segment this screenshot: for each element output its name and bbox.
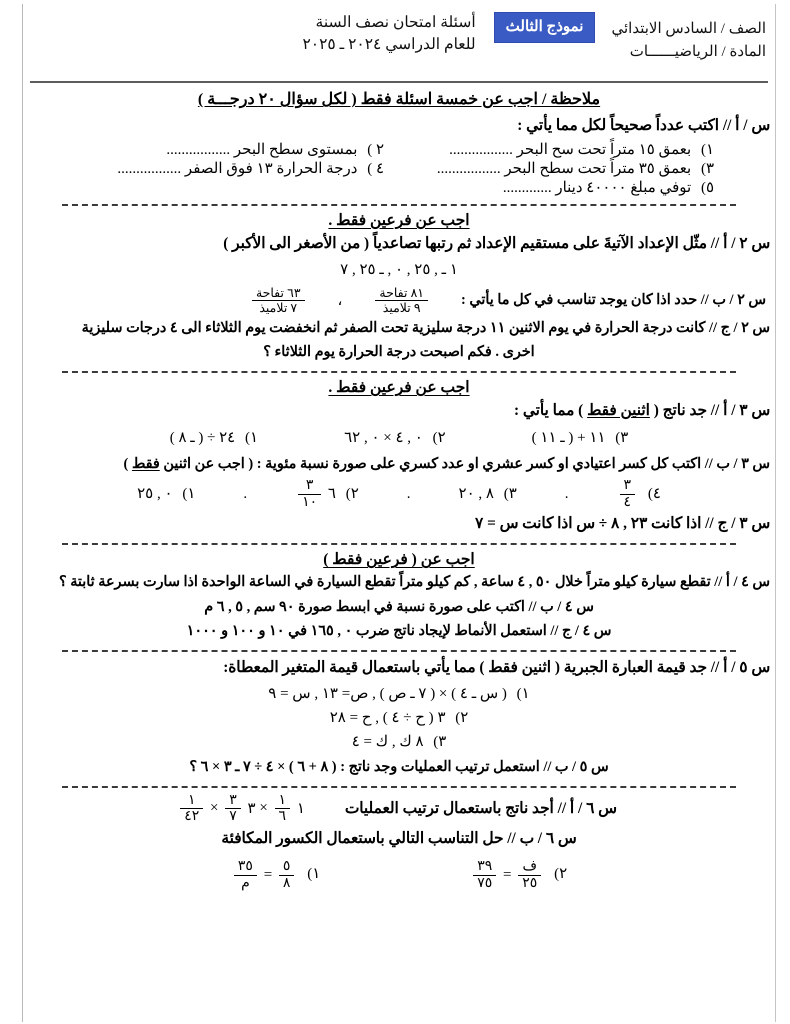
fraction-denominator: ٧٥: [473, 875, 496, 892]
question-2b-ratio-2: [249, 286, 308, 315]
fraction-denominator: ٢٥: [518, 875, 541, 892]
item-index: ٤ ): [367, 160, 384, 177]
separator-dot: .: [243, 485, 248, 502]
separator-dot: .: [406, 485, 411, 502]
fraction-numerator: ٥: [282, 858, 291, 874]
question-6b-item-1: [231, 859, 320, 891]
model-badge: نموذج الثالث: [494, 12, 596, 43]
fraction-denominator: ٧: [225, 808, 241, 825]
fraction-numerator: ٣٥: [237, 858, 253, 874]
question-4: [28, 572, 770, 643]
subject-line: المادة / الرياضيــــــات: [629, 43, 766, 60]
question-1-item-2: [166, 140, 384, 159]
mixed-number-1: [272, 793, 305, 825]
fraction-denominator: ٧ تلاميذ: [252, 300, 305, 315]
proportion-right-fraction: [473, 859, 496, 891]
question-2c-title-line2: اخرى . فكم اصبحت درجة الحرارة يوم الثلاثاء ؟: [263, 344, 535, 361]
question-1-row-1: [28, 140, 770, 159]
fraction-numerator: ٣: [305, 477, 314, 493]
section-divider-3: [62, 543, 736, 545]
fraction-numerator: ٣: [623, 477, 632, 493]
item-index: ١): [307, 866, 321, 883]
item-index: ٣): [433, 733, 447, 750]
fraction-denominator: ١٠: [298, 494, 321, 511]
question-4c-title: س ٤ / ج // استعمل الأنماط لإيجاد ناتج ضرب ٠ , ١٦٥ في ١٠ و ١٠٠ و ١٠٠٠: [186, 623, 612, 640]
item-expression: ( س ـ ٤ ) × ( ٧ ـ ص ) , ص= ١٣ , س = ٩: [268, 685, 507, 702]
item-text: بعمق ٣٥ متراً تحت سطح البحر: [504, 160, 692, 177]
question-2a-title: س ٢ / أ // مثّل الإعداد الآتيةَ على مستقيم الإعداد ثم رتبها تصاعدياً ( من الأصغر الى الأكبر ): [223, 234, 770, 252]
separator-dot: .: [564, 485, 569, 502]
question-6b-items: [28, 859, 770, 891]
exam-title-line1: أسئلة امتحان نصف السنة: [315, 14, 476, 31]
fraction-numerator: ١: [278, 792, 287, 808]
fraction-numerator: ٦٣ تفاحة: [255, 285, 301, 300]
answer-blank: .................: [166, 141, 231, 158]
item-text: بعمق ١٥ متراً تحت سح البحر: [516, 141, 692, 158]
item-index: ٣): [615, 430, 629, 447]
fraction-numerator: ١: [187, 792, 196, 808]
item-expression: ٢٤ ÷ ( ـ ٨ ): [169, 430, 236, 447]
section-heading-3-text: اجب عن ( فرعين فقط ): [323, 551, 475, 569]
item-expression: ٠ , ٤ × ٠ , ٦٢: [344, 430, 423, 447]
mixed-fraction: [225, 793, 241, 825]
item-text: ٨ , ٢٠: [458, 485, 494, 502]
item-fraction: [620, 478, 636, 510]
mixed-whole: ١: [296, 801, 305, 818]
question-6: [28, 793, 770, 892]
question-1-row-3: [28, 178, 770, 197]
proportion-left-fraction: [279, 859, 295, 891]
question-3b-item-3: [459, 481, 517, 507]
section-divider-4: [62, 650, 736, 652]
mixed-whole: ٣: [247, 801, 256, 818]
section-heading-1-text: اجب عن فرعين فقط .: [328, 211, 470, 229]
item-index: ١): [516, 685, 530, 702]
fraction-numerator: ٣٩: [477, 858, 493, 874]
mixed-number-2: [222, 793, 255, 825]
question-2b-row: [28, 286, 770, 315]
item-mixed-number: [295, 478, 336, 510]
item-text: درجة الحرارة ١٣ فوق الصفر: [184, 160, 358, 177]
item-index: ١): [245, 430, 259, 447]
item-index: ٣): [503, 485, 517, 502]
proportion-left-fraction: [518, 859, 541, 891]
item-index: ٢): [455, 709, 469, 726]
question-6a-expression: [177, 793, 305, 825]
item-index: ٥): [700, 179, 714, 196]
question-4b-title: س ٤ / ب // اكتب على صورة نسبة في ابسط صورة ٩٠ سم , ٥ , ٦ م: [204, 598, 594, 615]
answer-blank: .................: [436, 160, 501, 177]
item-index: ١): [700, 141, 714, 158]
question-3b-title-pre: س ٣ / ب // اكتب كل كسر اعتيادي او كسر عشري او عدد كسري على صورة نسبة مئوية : ( اجب عن اثنين: [163, 456, 770, 473]
item-expression: ٨ ك , ك = ٤: [351, 733, 424, 750]
question-3a-title-pre: س ٣ / أ // جد ناتج (: [653, 402, 770, 420]
question-2: [28, 233, 770, 364]
ratio-fraction: [252, 286, 305, 315]
item-index: ١): [182, 485, 196, 502]
question-3a-title: [28, 400, 770, 423]
fraction-numerator: ٣: [229, 792, 237, 808]
section-heading-3: [28, 550, 770, 569]
question-2c-title-line1: س ٢ / ج // كانت درجة الحرارة في يوم الاثنين ١١ درجة سليزية تحت الصفر ثم انخفضت يوم الثلاثاء الى ٤ درجات سليزية: [81, 319, 770, 336]
question-6b-item-2: [470, 859, 567, 891]
question-1-row-2: [28, 159, 770, 178]
exam-title-line2: للعام الدراسي ٢٠٢٤ ـ ٢٠٢٥: [302, 36, 476, 54]
item-index: ٢): [432, 430, 446, 447]
question-5a-item-2: [28, 706, 770, 730]
question-3b-items: [28, 478, 770, 510]
class-line: الصف / السادس الابتدائي: [611, 21, 766, 37]
fraction-denominator: م: [234, 875, 257, 892]
question-6a-title: س ٦ / أ // أجد ناتج باستعمال ترتيب العمليات: [344, 799, 617, 817]
question-5a-item-3: [28, 730, 770, 754]
mixed-fraction: [275, 793, 291, 825]
equals-sign: =: [263, 866, 273, 883]
question-2a-numbers: ١ ـ , ٢٥ , ٠ , ـ ٢٥ , ٧: [340, 261, 458, 278]
question-4a-title: س ٤ / أ // تقطع سيارة كيلو متراً خلال ٥٠ , ٤ ساعة , كم كيلو متراً تقطع السيارة في الساعة الواحدة اذا سارت بسرعة ثابتة ؟: [58, 574, 770, 591]
question-1-item-5: [384, 178, 714, 197]
question-3b-item-1: [137, 481, 195, 507]
question-5a-title: س ٥ / أ // جد قيمة العبارة الجبرية ( اثنين فقط ) مما يأتي باستعمال قيمة المتغير المعطاة:: [223, 659, 770, 676]
section-heading-2-text: اجب عن فرعين فقط .: [328, 379, 470, 397]
item-index: ٤): [647, 485, 661, 502]
item-text: توفي مبلغ ٤٠٠٠٠ دينار: [555, 179, 692, 196]
item-text: ٠ , ٢٥: [137, 485, 173, 502]
class-subject-block: [611, 10, 766, 63]
question-2b-ratio-1: [372, 286, 431, 315]
question-6a-row: [28, 793, 770, 825]
item-text: بمستوى سطح البحر: [233, 141, 358, 158]
item-index: ٢): [345, 485, 359, 502]
item-index: ٣): [700, 160, 714, 177]
ratio-fraction: [375, 286, 428, 315]
operator-multiply-1: ×: [259, 800, 268, 817]
mixed-whole: ٦: [327, 485, 336, 502]
operator-multiply-2: ×: [210, 800, 219, 817]
answer-blank: .................: [117, 160, 182, 177]
question-3b-title: [28, 454, 770, 476]
section-heading-1: [28, 211, 770, 230]
question-3a-items: [28, 425, 770, 451]
fraction-numerator: ف: [522, 858, 538, 874]
question-5b-title: س ٥ / ب // استعمل ترتيب العمليات وجد ناتج : ( ٨ + ٦ ) × ٤ ÷ ٧ ـ ٣ × ٦ ؟: [189, 758, 609, 775]
question-3b-title-post: ): [123, 456, 129, 473]
item-expression: ٣ ( ح ÷ ٤ ) , ح = ٢٨: [329, 709, 446, 726]
fraction-3: [180, 793, 203, 825]
question-3b-item-2: [295, 478, 359, 510]
page-content: [28, 6, 770, 891]
fraction-denominator: ٦: [275, 808, 291, 825]
question-1-title: س / أ // اكتب عدداً صحيحاً لكل مما يأتي :: [517, 117, 770, 134]
question-3: [28, 400, 770, 536]
fraction-denominator: ٤: [620, 494, 636, 511]
instructions-note: [28, 89, 770, 109]
proportion-right-fraction: [234, 859, 257, 891]
section-divider-5: [62, 786, 736, 788]
question-6b-title: س ٦ / ب // حل التناسب التالي باستعمال الكسور المكافئة: [221, 829, 577, 847]
question-3c-title: س ٣ / ج // اذا كانت ٢٣ , ٨ ÷ س اذا كانت س = ٧: [475, 515, 770, 533]
question-3a-title-post: ) مما يأتي :: [513, 402, 584, 420]
question-1-item-1: [384, 140, 714, 159]
question-3a-item-2: [344, 425, 446, 451]
question-1-item-4: [117, 159, 384, 178]
document-header: [28, 6, 770, 72]
mixed-fraction: [298, 478, 321, 510]
equals-sign: =: [503, 866, 512, 883]
fraction-numerator: ٨١ تفاحة: [379, 285, 424, 300]
question-5a-item-1: [28, 682, 770, 706]
question-3a-item-1: [170, 425, 258, 451]
question-2b-title: س ٢ / ب // حدد اذا كان يوجد تناسب في كل ما يأتي :: [461, 292, 766, 309]
item-index: ٢ ): [367, 141, 384, 158]
question-2b-separator: ،: [337, 292, 343, 309]
section-divider-2: [62, 371, 736, 373]
question-5: [28, 657, 770, 779]
answer-blank: .............: [502, 179, 552, 196]
fraction-denominator: ٨: [279, 875, 295, 892]
question-3b-title-emphasis: فقط: [131, 456, 160, 473]
exam-title-block: [302, 10, 475, 57]
item-index: ٢): [554, 866, 568, 883]
instructions-note-text: ملاحظة / اجب عن خمسة اسئلة فقط ( لكل سؤال ٢٠ درجـــة ): [197, 91, 601, 108]
section-heading-2: [28, 378, 770, 397]
answer-blank: .................: [449, 141, 513, 158]
question-3b-item-4: [617, 478, 661, 510]
item-expression: ١١ + ( ـ ١١ ): [531, 430, 606, 447]
header-divider: [30, 81, 768, 83]
question-3a-item-3: [532, 425, 629, 451]
question-1-item-3: [384, 159, 714, 178]
question-3a-title-emphasis: اثنين فقط: [587, 402, 650, 420]
question-1: [28, 115, 770, 197]
fraction-denominator: ٩ تلاميذ: [375, 300, 428, 315]
section-divider-1: [62, 204, 736, 206]
fraction-denominator: ٤٢: [180, 808, 203, 825]
